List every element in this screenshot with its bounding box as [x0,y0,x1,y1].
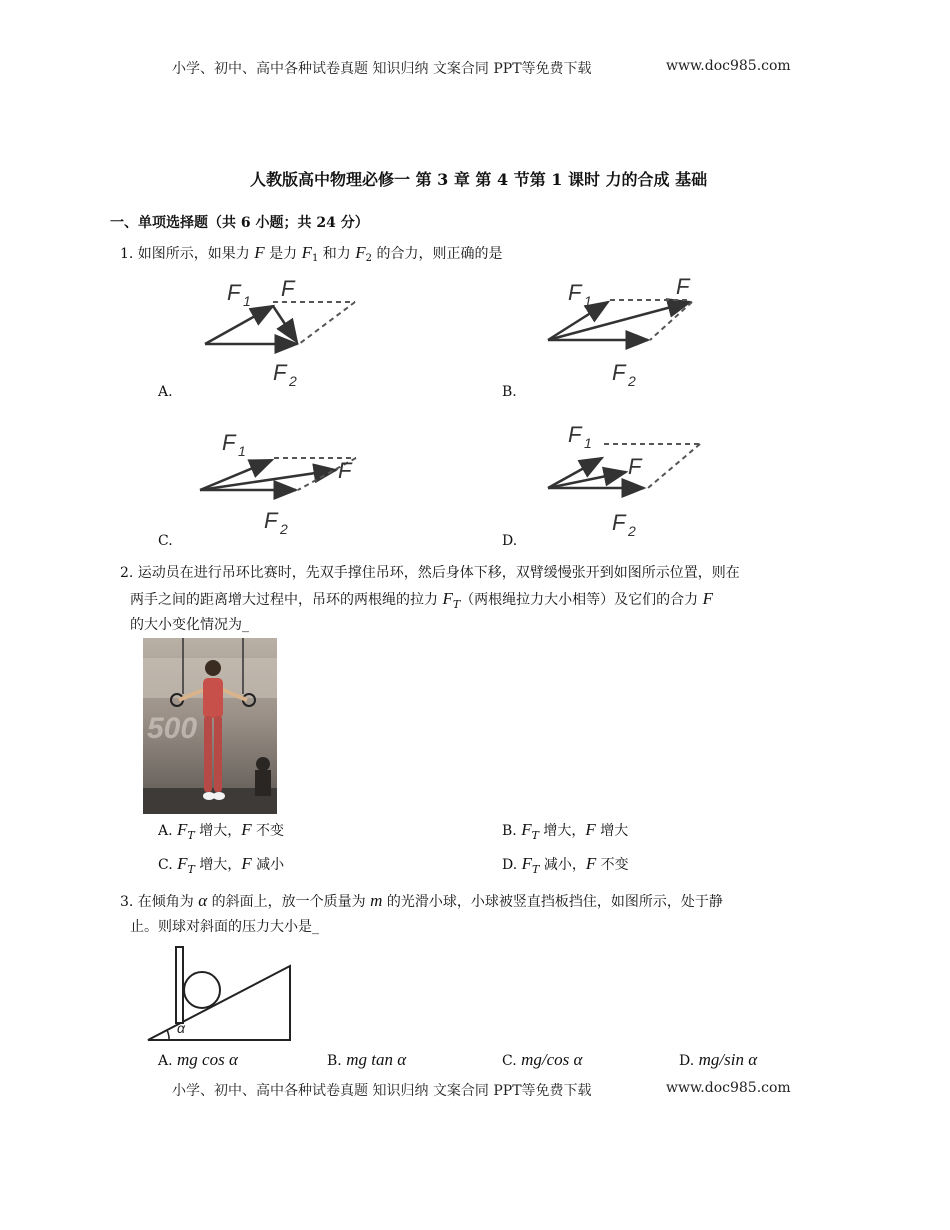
q2-symbol-F: F [702,589,714,608]
q2d-symbol-F: F [585,854,597,873]
q2a-symbol-FT: F [177,820,188,839]
q1-symbol-F: F [254,243,265,262]
q3-symbol-alpha: α [198,891,208,910]
q2c-text2: 减小 [256,857,285,873]
q2b-symbol-F: F [585,820,596,839]
q1d-label-F2-sub: 2 [628,523,636,539]
q2-option-b[interactable] [502,820,628,842]
q1a-label-F1-sub: 1 [243,293,251,309]
q1-symbol-F2-sub: 2 [365,253,372,264]
header-url: www.doc985.com [666,58,791,74]
q2a-label: A. [158,823,173,839]
page-footer [172,1080,592,1100]
q2a-symbol-T: T [187,829,195,842]
q3-option-b[interactable] [327,1050,406,1070]
q3d-expr: mg/sin α [698,1050,758,1069]
q2c-symbol-FT: F [177,854,188,873]
incline-diagram [145,944,295,1044]
q1-text-mid2: 和力 [322,246,351,262]
q1-text-suffix: 的合力，则正确的是 [376,246,503,262]
q3-option-c[interactable] [502,1050,582,1070]
q2-symbol-T-sub: T [452,598,461,611]
q1-symbol-F1-sub: 1 [311,253,319,264]
q1d-label-F: F [628,454,642,479]
q1-diagram-b [540,272,710,394]
q3-option-a[interactable] [158,1050,238,1070]
question-2-line-3: 的大小变化情况为_ [130,617,249,633]
q2b-text2: 增大 [600,823,629,839]
question-3-line-1 [120,888,723,915]
q3-text-1b: 的斜面上，放一个质量为 [211,894,366,910]
gymnast-photo [143,638,277,814]
q2d-symbol-T: T [532,863,540,876]
q2b-text1: 增大， [543,823,586,839]
q1-diagram-a [195,272,365,394]
q2d-symbol-FT: F [521,854,533,873]
q1-diagram-c [192,422,372,542]
q1d-label-F1: F [568,422,582,447]
q1b-label-F2: F [612,360,626,385]
q1b-label-F1: F [568,280,582,305]
q1d-label-F1-sub: 1 [584,435,592,451]
q1c-label-F2: F [264,508,278,533]
q2b-symbol-FT: F [521,820,532,839]
q2a-text1: 增大， [199,823,242,839]
question-1-stem [120,240,502,272]
q1-text-mid1: 是力 [269,246,298,262]
q1c-label-F1: F [222,430,236,455]
svg-text:500: 500 [147,712,198,745]
q1-text-prefix: 1. 如图所示，如果力 [120,246,250,262]
q2c-symbol-T: T [187,863,195,876]
q3c-expr: mg/cos α [521,1050,583,1069]
q2-option-d[interactable] [502,854,629,876]
q1-symbol-F2: F [355,243,366,262]
q3b-expr: mg tan α [346,1050,407,1069]
q1c-label-F1-sub: 1 [238,443,246,459]
q1-option-b[interactable]: B. [502,384,517,400]
document-title: 人教版高中物理必修一 第 3 章 第 4 节第 1 课时 力的合成 基础 [250,170,708,189]
footer-text: 小学、初中、高中各种试卷真题 知识归纳 文案合同 PPT等免费下载 [172,1083,592,1099]
q3-text-1a: 3. 在倾角为 [120,894,194,910]
q2-text-2b: （两根绳拉力大小相等）及它们的合力 [460,592,699,608]
header-text: 小学、初中、高中各种试卷真题 知识归纳 文案合同 PPT等免费下载 [172,61,592,77]
q2d-label: D. [502,857,518,873]
q3a-expr: mg cos α [177,1050,238,1069]
q2-text-2a: 两手之间的距离增大过程中，吊环的两根绳的拉力 [130,592,438,608]
q2a-symbol-F: F [241,820,252,839]
q1d-label-F2: F [612,510,626,535]
page-header [172,58,592,78]
q1-symbol-F1: F [301,243,312,262]
q2-option-a[interactable] [158,820,284,842]
q3-option-d[interactable] [679,1050,757,1070]
question-2-line-1: 2. 运动员在进行吊环比赛时，先双手撑住吊环，然后身体下移，双臂缓慢张开到如图所示位置，则在 [120,565,740,581]
q2-symbol-FT: F [442,589,453,608]
q3-text-1c: 的光滑小球，小球被竖直挡板挡住，如图所示，处于静 [386,894,723,910]
q2d-text1: 减小， [543,857,586,873]
q1b-label-F2-sub: 2 [628,373,636,389]
q1-option-a[interactable]: A. [158,384,173,400]
q1c-label-F: F [338,458,352,483]
q1a-label-F1: F [227,280,241,305]
incline-angle-label: α [177,1020,185,1036]
q2c-symbol-F: F [241,854,252,873]
section-heading: 一、单项选择题（共 6 小题；共 24 分） [110,215,369,231]
q1-diagram-d [540,422,710,542]
q1-option-c[interactable]: C. [158,533,173,549]
q2c-text1: 增大， [199,857,242,873]
q1a-label-F2-sub: 2 [289,373,297,389]
q1c-label-F2-sub: 2 [280,521,288,537]
q2c-label: C. [158,857,173,873]
q3d-label: D. [679,1053,695,1069]
q1b-label-F1-sub: 1 [584,293,592,309]
footer-url: www.doc985.com [666,1080,791,1096]
q2d-text2: 不变 [600,857,629,873]
q2b-symbol-T: T [531,829,539,842]
q3a-label: A. [158,1053,173,1069]
q2-option-c[interactable] [158,854,284,876]
q2a-text2: 不变 [256,823,285,839]
q1a-label-F: F [281,276,295,301]
q3-symbol-m: m [370,891,383,910]
q3b-label: B. [327,1053,342,1069]
question-3-line-2: 止。则球对斜面的压力大小是_ [130,919,319,935]
q3c-label: C. [502,1053,517,1069]
q2b-label: B. [502,823,517,839]
q1a-label-F2: F [273,360,287,385]
q1-option-d[interactable]: D. [502,533,518,549]
q1b-label-F: F [676,274,690,299]
